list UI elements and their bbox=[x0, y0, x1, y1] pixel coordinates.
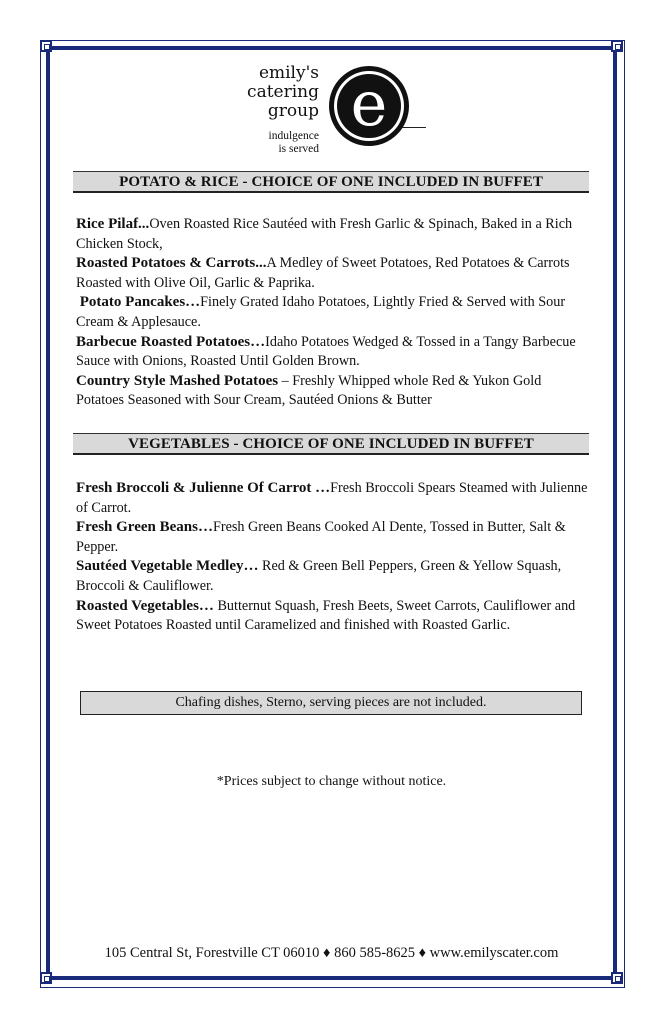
menu-item bbox=[76, 479, 588, 518]
item-description: A Medley of Sweet Potatoes, Red Potatoes & Carrots Roasted with Olive Oil, Garlic & Paprika. bbox=[76, 255, 570, 291]
item-name: Fresh Green Beans… bbox=[76, 519, 213, 536]
logo-tagline-1: indulgence bbox=[268, 130, 319, 142]
item-name: Roasted Vegetables… bbox=[76, 597, 214, 614]
menu-item bbox=[76, 372, 588, 411]
logo-tagline bbox=[269, 130, 319, 156]
item-description: Red & Green Bell Peppers, Green & Yellow Squash, Broccoli & Cauliflower. bbox=[76, 558, 562, 594]
logo-line-1: emily's bbox=[258, 63, 319, 83]
logo-line-3: group bbox=[267, 101, 319, 121]
item-name: Roasted Potatoes & Carrots... bbox=[76, 255, 267, 272]
menu-item bbox=[76, 557, 588, 596]
logo-wordmark bbox=[247, 64, 319, 121]
menu-item bbox=[76, 333, 588, 372]
menu-item bbox=[76, 215, 588, 254]
price-disclaimer: *Prices subject to change without notice. bbox=[216, 774, 447, 789]
vegetables-list bbox=[76, 479, 588, 636]
item-name: Fresh Broccoli & Julienne Of Carrot … bbox=[76, 480, 331, 496]
logo-mark-letter: e bbox=[350, 67, 388, 140]
item-name: Rice Pilaf... bbox=[76, 216, 150, 232]
menu-item bbox=[76, 597, 588, 636]
company-logo bbox=[238, 60, 424, 164]
item-description: – Freshly Whipped whole Red & Yukon Gold Potatoes Seasoned with Sour Cream, Sautéed Onions & Butter bbox=[76, 372, 542, 409]
item-name: Potato Pancakes… bbox=[76, 294, 201, 311]
menu-item bbox=[76, 254, 588, 293]
item-name: Sautéed Vegetable Medley… bbox=[76, 558, 259, 575]
item-description: Fresh Broccoli Spears Steamed with Julienne of Carrot. bbox=[76, 480, 588, 516]
section-header-potato-rice: POTATO & RICE - CHOICE OF ONE INCLUDED IN BUFFET bbox=[73, 171, 589, 193]
menu-item bbox=[76, 518, 588, 557]
logo-tagline-2: is served bbox=[278, 143, 319, 155]
corner-ornament-top-right bbox=[611, 40, 623, 52]
item-description: Butternut Squash, Fresh Beets, Sweet Carrots, Cauliflower and Sweet Potatoes Roasted until Caramelized and finished with Roasted Garlic. bbox=[76, 597, 576, 634]
corner-ornament-top-left bbox=[40, 40, 52, 52]
item-description: Finely Grated Idaho Potatoes, Lightly Fried & Served with Sour Cream & Applesauce. bbox=[76, 294, 566, 330]
corner-ornament-bottom-left bbox=[40, 972, 52, 984]
item-description: Fresh Green Beans Cooked Al Dente, Tossed in Butter, Salt & Pepper. bbox=[76, 519, 566, 555]
item-name: Barbecue Roasted Potatoes… bbox=[76, 333, 266, 350]
item-name: Country Style Mashed Potatoes bbox=[76, 372, 279, 389]
contact-footer: 105 Central St, Forestville CT 06010 ♦ 860 585-8625 ♦ www.emilyscater.com bbox=[104, 945, 559, 961]
item-description: Oven Roasted Rice Sautéed with Fresh Garlic & Spinach, Baked in a Rich Chicken Stock, bbox=[76, 216, 573, 252]
logo-e-mark-icon bbox=[327, 64, 411, 148]
potato-rice-list bbox=[76, 215, 588, 411]
section-header-vegetables: VEGETABLES - CHOICE OF ONE INCLUDED IN BUFFET bbox=[73, 433, 589, 455]
logo-line-2: catering bbox=[247, 82, 319, 102]
not-included-note: Chafing dishes, Sterno, serving pieces are not included. bbox=[80, 691, 582, 715]
menu-item bbox=[76, 293, 588, 332]
corner-ornament-bottom-right bbox=[611, 972, 623, 984]
item-description: Idaho Potatoes Wedged & Tossed in a Tangy Barbecue Sauce with Onions, Roasted Until Golden Brown. bbox=[76, 333, 576, 370]
